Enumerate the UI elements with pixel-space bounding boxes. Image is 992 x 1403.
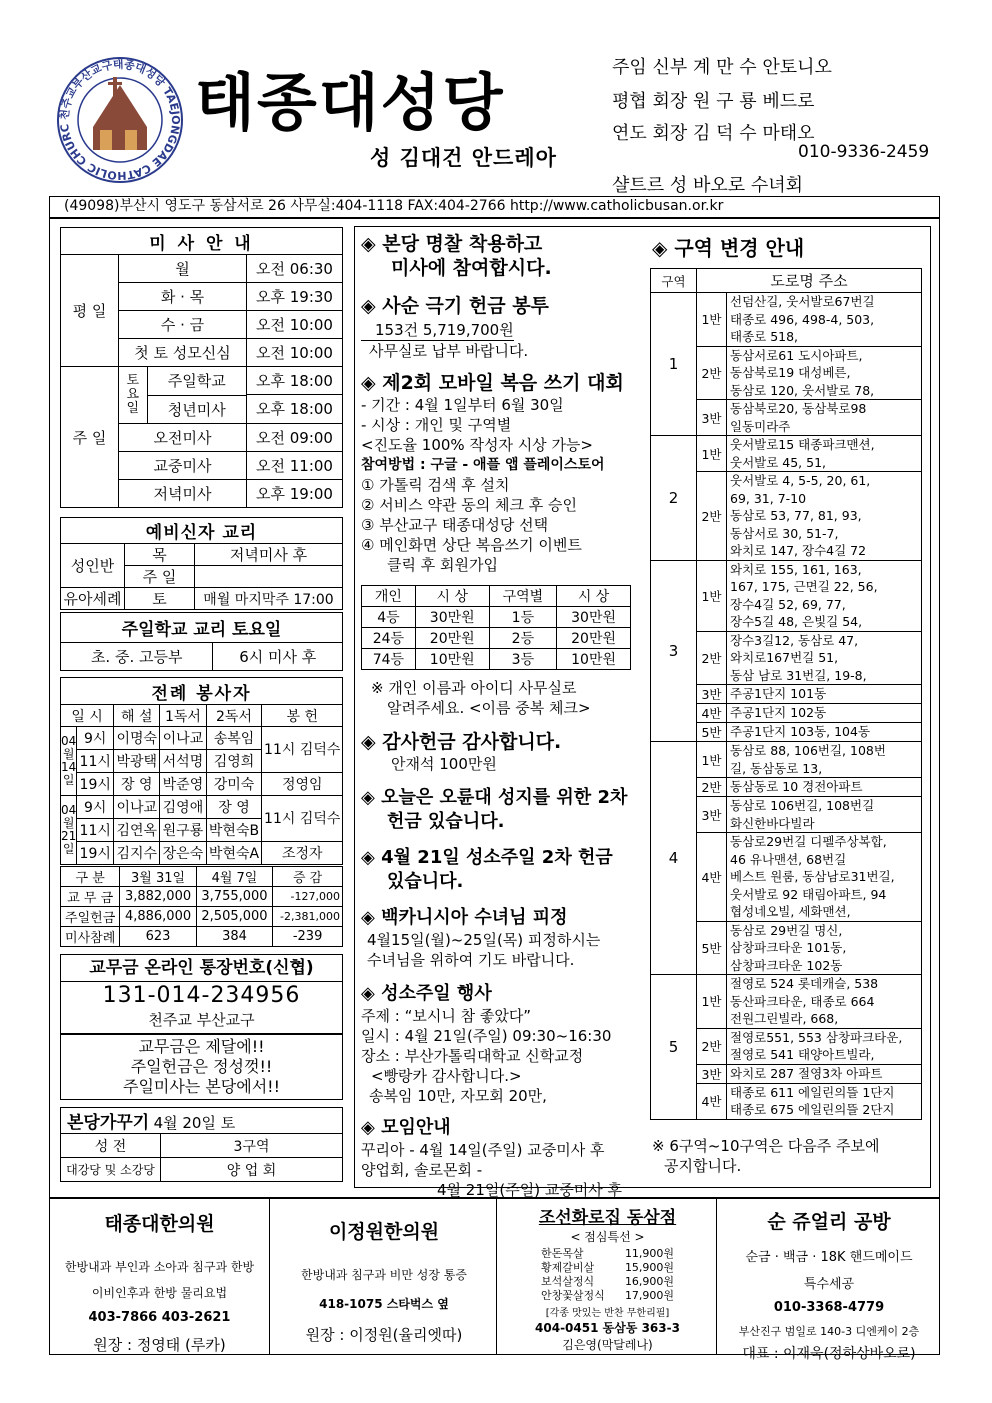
mass-day: 첫 토 성모신심 bbox=[119, 339, 247, 367]
district-number: 3 bbox=[651, 560, 697, 742]
liturgy-cell: 서석명 bbox=[160, 750, 206, 773]
decor-cell: 대강당 및 소강당 bbox=[61, 1158, 161, 1182]
mass-time: 오후 19:30 bbox=[247, 283, 343, 311]
meeting-line: 4월 21일(주일) 교중미사 후 bbox=[437, 1181, 623, 1199]
finance-header: 증 감 bbox=[273, 867, 343, 887]
menu-item-price: 17,900원 bbox=[624, 1289, 675, 1302]
menu-item-name: 보석살정식 bbox=[540, 1275, 595, 1288]
notice-lent-amount: 153건 5,719,700원 bbox=[361, 320, 514, 341]
district-address: 와치로 155, 161, 163, 167, 175, 근면길 22, 56, 장수4길 52, 69, 77, 장수5길 48, 은빛길 54, bbox=[727, 560, 922, 631]
prize-header: 시 상 bbox=[415, 586, 489, 607]
notice-retreat-line: 수녀님을 위하여 기도 바랍니다. bbox=[367, 951, 575, 969]
church-logo bbox=[55, 55, 185, 185]
prize-header: 시 상 bbox=[557, 586, 631, 607]
ad-phone: 404-0451 동삼동 363-3 bbox=[535, 1321, 680, 1335]
vocation-event-line: 일시 : 4월 21일(주일) 09:30~16:30 bbox=[361, 1027, 612, 1045]
liturgy-offertory: 11시 김덕수 bbox=[262, 796, 343, 842]
districts-note-line: 공지합니다. bbox=[664, 1157, 742, 1175]
district-ban: 1반 bbox=[697, 975, 727, 1029]
district-address: 장수3길12, 동삼로 47, 와치로167번길 51, 동삼 남로 31번길, 19-8, bbox=[727, 631, 922, 685]
mass-time: 오전 09:00 bbox=[247, 424, 343, 452]
ad-line: 특수세공 bbox=[803, 1277, 855, 1292]
district-ban: 2반 bbox=[697, 778, 727, 797]
mass-schedule bbox=[60, 227, 343, 508]
mass-time: 오전 10:00 bbox=[247, 339, 343, 367]
district-ban: 2반 bbox=[697, 631, 727, 685]
slogan: 교무금은 제달에!! bbox=[138, 1037, 265, 1056]
finance-cell: -127,000 bbox=[273, 887, 343, 907]
mass-day: 월 bbox=[119, 255, 247, 283]
prize-cell: 3등 bbox=[489, 649, 556, 670]
finance-table bbox=[60, 866, 343, 947]
mass-day: 교중미사 bbox=[119, 452, 247, 480]
gospel-line: - 시상 : 개인 및 구역별 bbox=[361, 416, 512, 434]
gospel-note: 알려주세요. <이름 중복 체크> bbox=[387, 699, 591, 717]
liturgy-cell: 송복임 bbox=[206, 727, 262, 750]
district-ban: 3반 bbox=[697, 797, 727, 833]
notice-vocation-collection: ◈ 4월 21일 성소주일 2차 헌금 bbox=[361, 847, 613, 868]
finance-header: 구 분 bbox=[61, 867, 120, 887]
district-number: 5 bbox=[651, 975, 697, 1120]
notice-oryundae: ◈ 오늘은 오륜대 성지를 위한 2차 bbox=[361, 787, 628, 808]
ad-line: 김은영(막달레나) bbox=[562, 1338, 653, 1352]
district-address: 동삼북로20, 동삼북로98 일동미라주 bbox=[727, 400, 922, 436]
district-address: 주공1단지 101동 bbox=[727, 685, 922, 704]
liturgy-cell: 11시 bbox=[77, 750, 114, 773]
prize-cell: 4등 bbox=[362, 607, 416, 628]
liturgy-cell: 장 영 bbox=[114, 773, 160, 796]
prize-header: 개인 bbox=[362, 586, 416, 607]
vocation-event-line: 주제 : “보시니 참 좋았다” bbox=[361, 1007, 532, 1025]
ad-name: 태종대한의원 bbox=[104, 1213, 215, 1235]
account-number: 131-014-234956 bbox=[102, 983, 301, 1008]
patron-saint: 성 김대건 안드레아 bbox=[370, 146, 557, 170]
liturgy-date: 04월21일 bbox=[61, 796, 77, 865]
district-ban: 5반 bbox=[697, 921, 727, 975]
liturgy-table bbox=[60, 677, 343, 865]
liturgy-cell: 김영희 bbox=[206, 750, 262, 773]
district-number: 4 bbox=[651, 742, 697, 975]
district-address: 동삼로 106번길, 108번길 화신한바다빌라 bbox=[727, 797, 922, 833]
ad-line: 부산진구 범일로 140-3 디엔케이 2층 bbox=[738, 1325, 920, 1338]
catechism-cell: 주 일 bbox=[125, 566, 195, 588]
district-ban: 4반 bbox=[697, 1083, 727, 1119]
staff-priest: 주임 신부 계 만 수 안토니오 bbox=[612, 57, 832, 78]
finance-cell: 384 bbox=[196, 927, 272, 947]
liturgy-cell: 9시 bbox=[77, 727, 114, 750]
account-owner: 천주교 부산교구 bbox=[148, 1011, 255, 1029]
liturgy-cell: 9시 bbox=[77, 796, 114, 819]
prize-header: 구역별 bbox=[489, 586, 556, 607]
staff-yeondo: 연도 회장 김 덕 수 마태오 bbox=[612, 123, 815, 144]
gospel-line: ③ 부산교구 태종대성당 선택 bbox=[361, 516, 549, 534]
catechism-cell: 매월 마지막주 17:00 bbox=[195, 588, 343, 610]
account-box bbox=[60, 954, 343, 1034]
finance-cell: 3,882,000 bbox=[120, 887, 196, 907]
liturgy-header: 2독서 bbox=[206, 705, 262, 727]
vocation-event-line: 장소 : 부산가톨릭대학교 신학교정 bbox=[361, 1047, 584, 1065]
menu-item-price: 15,900원 bbox=[624, 1261, 675, 1274]
district-number: 2 bbox=[651, 436, 697, 561]
ad-line: 원장 : 정영태 (루카) bbox=[93, 1336, 226, 1354]
mass-day: 수 · 금 bbox=[119, 311, 247, 339]
notice-oryundae-2: 헌금 있습니다. bbox=[387, 811, 505, 832]
church-title: 태종대성당 bbox=[195, 66, 505, 139]
liturgy-cell: 19시 bbox=[77, 773, 114, 796]
mass-time: 오전 06:30 bbox=[247, 255, 343, 283]
finance-header: 3월 31일 bbox=[120, 867, 196, 887]
prize-cell: 2등 bbox=[489, 628, 556, 649]
ad-name: 조선화로집 동삼점 bbox=[538, 1208, 677, 1228]
gospel-line: 참여방법 : 구글 - 애플 앱 플레이스토어 bbox=[361, 457, 605, 473]
district-address: 주공1단지 102동 bbox=[727, 704, 922, 723]
liturgy-offertory: 정영임 bbox=[262, 773, 343, 796]
catechism-cell: 토 bbox=[125, 588, 195, 610]
liturgy-header: 1독서 bbox=[160, 705, 206, 727]
district-ban: 2반 bbox=[697, 346, 727, 400]
notice-vocation-event-title: ◈ 성소주일 행사 bbox=[361, 983, 492, 1004]
district-address: 절영로 524 롯데캐슬, 538 동산파크타운, 태종로 664 전원그린빌라, 668, bbox=[727, 975, 922, 1029]
districts-note bbox=[652, 1136, 879, 1176]
district-ban: 1반 bbox=[697, 742, 727, 778]
catechism-cell: 목 bbox=[125, 544, 195, 566]
ad-line: [각종 맛있는 반찬 무한리필] bbox=[545, 1308, 670, 1319]
ad-menu-item bbox=[499, 1275, 716, 1289]
notice-thanks-title: ◈ 감사헌금 감사합니다. bbox=[361, 731, 562, 753]
district-ban: 4반 bbox=[697, 704, 727, 723]
meeting-line: 꾸리아 - 4월 14일(주일) 교중미사 후 bbox=[361, 1141, 605, 1159]
districts-table bbox=[650, 268, 922, 1120]
districts-title: ◈ 구역 변경 안내 bbox=[652, 236, 805, 260]
liturgy-cell: 박현숙A bbox=[206, 842, 262, 865]
liturgy-cell: 강미숙 bbox=[206, 773, 262, 796]
district-ban: 5반 bbox=[697, 723, 727, 742]
ad-taejongdae-clinic bbox=[50, 1199, 270, 1354]
finance-cell: 623 bbox=[120, 927, 196, 947]
liturgy-offertory: 조정자 bbox=[262, 842, 343, 865]
mass-day: 청년미사 bbox=[167, 400, 226, 419]
district-address: 동삼서로61 도시아파트, 동삼북로19 대성베른, 동삼로 120, 웃서발로 78, bbox=[727, 346, 922, 400]
district-header: 도로명 주소 bbox=[697, 269, 922, 293]
decor-date: 4월 20일 토 bbox=[153, 1114, 236, 1132]
prize-cell: 20만원 bbox=[415, 628, 489, 649]
menu-item-price: 16,900원 bbox=[624, 1275, 675, 1288]
finance-header: 4월 7일 bbox=[196, 867, 272, 887]
liturgy-cell: 이나교 bbox=[160, 727, 206, 750]
prize-cell: 30만원 bbox=[415, 607, 489, 628]
ad-line: 이비인후과 한방 물리요법 bbox=[91, 1286, 228, 1300]
mass-day: 화 · 목 bbox=[119, 283, 247, 311]
notice-nametag: ◈ 본당 명찰 착용하고 bbox=[361, 233, 543, 255]
district-ban: 3반 bbox=[697, 1064, 727, 1083]
decor-cell: 양 업 회 bbox=[161, 1158, 343, 1182]
mass-time: 오후 19:00 bbox=[247, 480, 343, 508]
ad-menu-item bbox=[499, 1289, 716, 1303]
ad-menu-item bbox=[499, 1247, 716, 1261]
ad-restaurant bbox=[499, 1199, 717, 1354]
vocation-event-line: 송복임 10만, 자모회 20만, bbox=[369, 1087, 547, 1105]
district-address: 동삼로29번길 디펠주상복합, 46 유나맨션, 68번길 베스트 원룸, 동삼남로31번길, 웃서발로 92 태림아파트, 94 협성네오빌, 세화맨션, bbox=[727, 833, 922, 922]
liturgy-cell: 이나교 bbox=[114, 796, 160, 819]
district-ban: 2반 bbox=[697, 472, 727, 561]
finance-cell: 교 무 금 bbox=[61, 887, 120, 907]
district-address: 선덤산길, 웃서발로67번길 태종로 496, 498-4, 503, 태종로 518, bbox=[727, 293, 922, 347]
catechism-infant: 유아세례 bbox=[61, 588, 125, 610]
ad-phone: 418-1075 스타벅스 옆 bbox=[319, 1297, 449, 1311]
district-ban: 1반 bbox=[697, 293, 727, 347]
ad-name: 이정원한의원 bbox=[328, 1221, 440, 1243]
mass-day: 오전미사 bbox=[119, 424, 247, 452]
district-ban: 1반 bbox=[697, 560, 727, 631]
mass-time: 오전 11:00 bbox=[247, 452, 343, 480]
district-ban: 4반 bbox=[697, 833, 727, 922]
ad-line: 한방내과 부인과 소아과 침구과 한방 bbox=[64, 1260, 255, 1274]
liturgy-cell: 19시 bbox=[77, 842, 114, 865]
slogan-box bbox=[60, 1034, 343, 1100]
prize-cell: 74등 bbox=[362, 649, 416, 670]
decor-title: 본당가꾸기 bbox=[67, 1113, 150, 1133]
ad-line: 순금 · 백금 · 18K 핸드메이드 bbox=[745, 1250, 913, 1265]
decor-table bbox=[60, 1107, 343, 1182]
liturgy-cell: 장은숙 bbox=[160, 842, 206, 865]
prize-table bbox=[361, 585, 631, 670]
decor-cell: 3구역 bbox=[161, 1134, 343, 1158]
liturgy-cell: 장 영 bbox=[206, 796, 262, 819]
logo-ring-text: 천주교부산교구태종대성당 TAEJONGDAE CATHOLIC CHURC bbox=[57, 57, 183, 183]
catechism-title: 예비신자 교리 bbox=[61, 518, 343, 544]
ad-phone: 010-3368-4779 bbox=[773, 1300, 885, 1315]
notice-gospel-lines bbox=[361, 395, 643, 575]
gospel-note: ※ 개인 이름과 아이디 사무실로 bbox=[371, 679, 577, 697]
account-title: 교무금 온라인 통장번호(신협) bbox=[61, 955, 342, 982]
meeting-line: 양업회, 솔로몬회 - bbox=[361, 1161, 483, 1179]
sunday-school-title: 주일학교 교리 토요일 bbox=[61, 613, 343, 643]
catechism-cell: 저녁미사 후 bbox=[195, 544, 343, 566]
notices-column bbox=[361, 232, 643, 1200]
ad-phone: 403-7866 403-2621 bbox=[88, 1310, 231, 1325]
sunday-school-cell: 6시 미사 후 bbox=[213, 643, 343, 671]
finance-cell: 2,505,000 bbox=[196, 907, 272, 927]
finance-cell: 3,755,000 bbox=[196, 887, 272, 907]
notice-lent-note: 사무실로 납부 바랍니다. bbox=[369, 342, 529, 360]
district-address: 동삼동로 10 경전아파트 bbox=[727, 778, 922, 797]
district-address: 웃서발로 4, 5-5, 20, 61, 69, 31, 7-10 동삼로 53, 77, 81, 93, 동삼서로 30, 51-7, 와치로 147, 장수4길 72 bbox=[727, 472, 922, 561]
liturgy-cell: 원구룡 bbox=[160, 819, 206, 842]
menu-item-name: 안창꽃살정식 bbox=[540, 1289, 605, 1302]
notice-retreat-title: ◈ 백카니시아 수녀님 피정 bbox=[361, 907, 568, 928]
gospel-line: <진도율 100% 작성자 시상 가능> bbox=[361, 436, 593, 454]
districts-note-line: ※ 6구역~10구역은 다음주 주보에 bbox=[652, 1137, 880, 1155]
district-ban: 3반 bbox=[697, 400, 727, 436]
district-header: 구역 bbox=[651, 269, 697, 293]
catechism-adult: 성인반 bbox=[61, 544, 125, 588]
sunday-label: 주 일 bbox=[61, 367, 119, 508]
prize-cell: 24등 bbox=[362, 628, 416, 649]
district-address: 태종로 611 에일린의뜰 1단지 태종로 675 에일린의뜰 2단지 bbox=[727, 1083, 922, 1119]
district-address: 와치로 287 절영3차 아파트 bbox=[727, 1064, 922, 1083]
gospel-line: 클릭 후 회원가입 bbox=[387, 556, 498, 574]
ad-name: 순 쥬얼리 공방 bbox=[767, 1211, 891, 1233]
district-address: 동삼로 29번길 명신, 삼창파크타운 101동, 삼창파크타운 102동 bbox=[727, 921, 922, 975]
district-address: 웃서발로15 태종파크맨션, 웃서발로 45, 51, bbox=[727, 436, 922, 472]
finance-cell: -2,381,000 bbox=[273, 907, 343, 927]
finance-cell: 4,886,000 bbox=[120, 907, 196, 927]
menu-item-price: 11,900원 bbox=[624, 1247, 675, 1260]
sunday-school-table bbox=[60, 612, 343, 671]
mass-title: 미 사 안 내 bbox=[61, 228, 343, 255]
liturgy-offertory: 11시 김덕수 bbox=[262, 727, 343, 773]
menu-item-name: 한돈목살 bbox=[540, 1247, 584, 1260]
liturgy-cell: 이명숙 bbox=[114, 727, 160, 750]
finance-cell: -239 bbox=[273, 927, 343, 947]
mass-time: 오후 18:00 bbox=[247, 367, 342, 395]
ad-line: 대표 : 이재욱(정하상바오로) bbox=[742, 1346, 916, 1362]
district-ban: 2반 bbox=[697, 1028, 727, 1064]
decor-cell: 성 전 bbox=[61, 1134, 161, 1158]
prize-cell: 1등 bbox=[489, 607, 556, 628]
district-address: 동삼로 88, 106번길, 108번 길, 동삼동로 13, bbox=[727, 742, 922, 778]
district-address: 절영로551, 553 삼창파크타운, 절영로 541 태양아트빌라, bbox=[727, 1028, 922, 1064]
address-bar: (49098)부산시 영도구 동삼서로 26 사무실:404-1118 FAX:404-2766 http://www.catholicbusan.or.kr bbox=[49, 196, 940, 218]
notice-lent-title: ◈ 사순 극기 헌금 봉투 bbox=[361, 295, 549, 317]
menu-item-name: 황제갈비살 bbox=[540, 1261, 595, 1274]
liturgy-cell: 김연옥 bbox=[114, 819, 160, 842]
notice-retreat-line: 4월15일(월)~25일(목) 피정하시는 bbox=[367, 931, 601, 949]
ad-line: 원장 : 이정원(율리엣따) bbox=[305, 1326, 463, 1344]
ad-menu bbox=[499, 1247, 716, 1303]
gospel-line: ② 서비스 약관 동의 체크 후 승인 bbox=[361, 496, 577, 514]
liturgy-cell: 박준영 bbox=[160, 773, 206, 796]
ad-jewelry bbox=[719, 1199, 939, 1362]
staff-sisters: 샬트르 성 바오로 수녀회 bbox=[612, 175, 804, 196]
notice-thanks-donor: 안재석 100만원 bbox=[391, 755, 497, 773]
liturgy-cell: 김영애 bbox=[160, 796, 206, 819]
liturgy-header: 일 시 bbox=[61, 705, 114, 727]
liturgy-date: 04월14일 bbox=[61, 727, 77, 796]
mass-time: 오전 10:00 bbox=[247, 311, 343, 339]
gospel-line: ④ 메인화면 상단 복음쓰기 이벤트 bbox=[361, 536, 582, 554]
prize-cell: 10만원 bbox=[415, 649, 489, 670]
liturgy-cell: 11시 bbox=[77, 819, 114, 842]
liturgy-cell: 김지수 bbox=[114, 842, 160, 865]
ad-line: 한방내과 침구과 비만 성장 통증 bbox=[301, 1268, 467, 1282]
district-number: 1 bbox=[651, 293, 697, 436]
mass-time: 오후 18:00 bbox=[256, 400, 333, 418]
staff-council: 평협 회장 원 구 룡 베드로 bbox=[612, 91, 815, 112]
district-address: 주공1단지 103동, 104동 bbox=[727, 723, 922, 742]
liturgy-cell: 박현숙B bbox=[206, 819, 262, 842]
mass-day: 주일학교 bbox=[147, 367, 246, 395]
finance-cell: 미사참례 bbox=[61, 927, 120, 947]
liturgy-header: 봉 헌 bbox=[262, 705, 343, 727]
prize-cell: 20만원 bbox=[557, 628, 631, 649]
district-ban: 1반 bbox=[697, 436, 727, 472]
ad-menu-item bbox=[499, 1261, 716, 1275]
finance-cell: 주일헌금 bbox=[61, 907, 120, 927]
gospel-line: ① 가톨릭 검색 후 설치 bbox=[361, 476, 510, 494]
staff-phone: 010-9336-2459 bbox=[798, 142, 930, 162]
catechism-table bbox=[60, 517, 343, 610]
ad-sub: < 점심특선 > bbox=[570, 1230, 645, 1244]
liturgy-title: 전례 봉사자 bbox=[61, 678, 343, 705]
gospel-line: - 기간 : 4월 1일부터 6월 30일 bbox=[361, 396, 564, 414]
slogan: 주일미사는 본당에서!! bbox=[122, 1077, 281, 1096]
prize-cell: 30만원 bbox=[557, 607, 631, 628]
district-ban: 3반 bbox=[697, 685, 727, 704]
prize-cell: 10만원 bbox=[557, 649, 631, 670]
sunday-school-cell: 초. 중. 고등부 bbox=[61, 643, 213, 671]
weekday-label: 평 일 bbox=[61, 255, 119, 367]
vocation-event-line: <빵랑카 감사합니다.> bbox=[371, 1067, 522, 1085]
notice-gospel-title: ◈ 제2회 모바일 복음 쓰기 대회 bbox=[361, 372, 624, 394]
staff-list bbox=[612, 54, 952, 200]
notice-vocation-collection-2: 있습니다. bbox=[387, 871, 464, 892]
liturgy-header: 해 설 bbox=[114, 705, 160, 727]
mass-day: 저녁미사 bbox=[119, 480, 247, 508]
notice-meeting-title: ◈ 모임안내 bbox=[361, 1117, 451, 1138]
liturgy-cell: 박광택 bbox=[114, 750, 160, 773]
slogan: 주일헌금은 정성껏!! bbox=[130, 1057, 273, 1076]
ad-leejungwon-clinic bbox=[272, 1199, 497, 1354]
notice-nametag-2: 미사에 참여합시다. bbox=[391, 257, 552, 279]
saturday-label: 토요일 bbox=[119, 367, 147, 423]
